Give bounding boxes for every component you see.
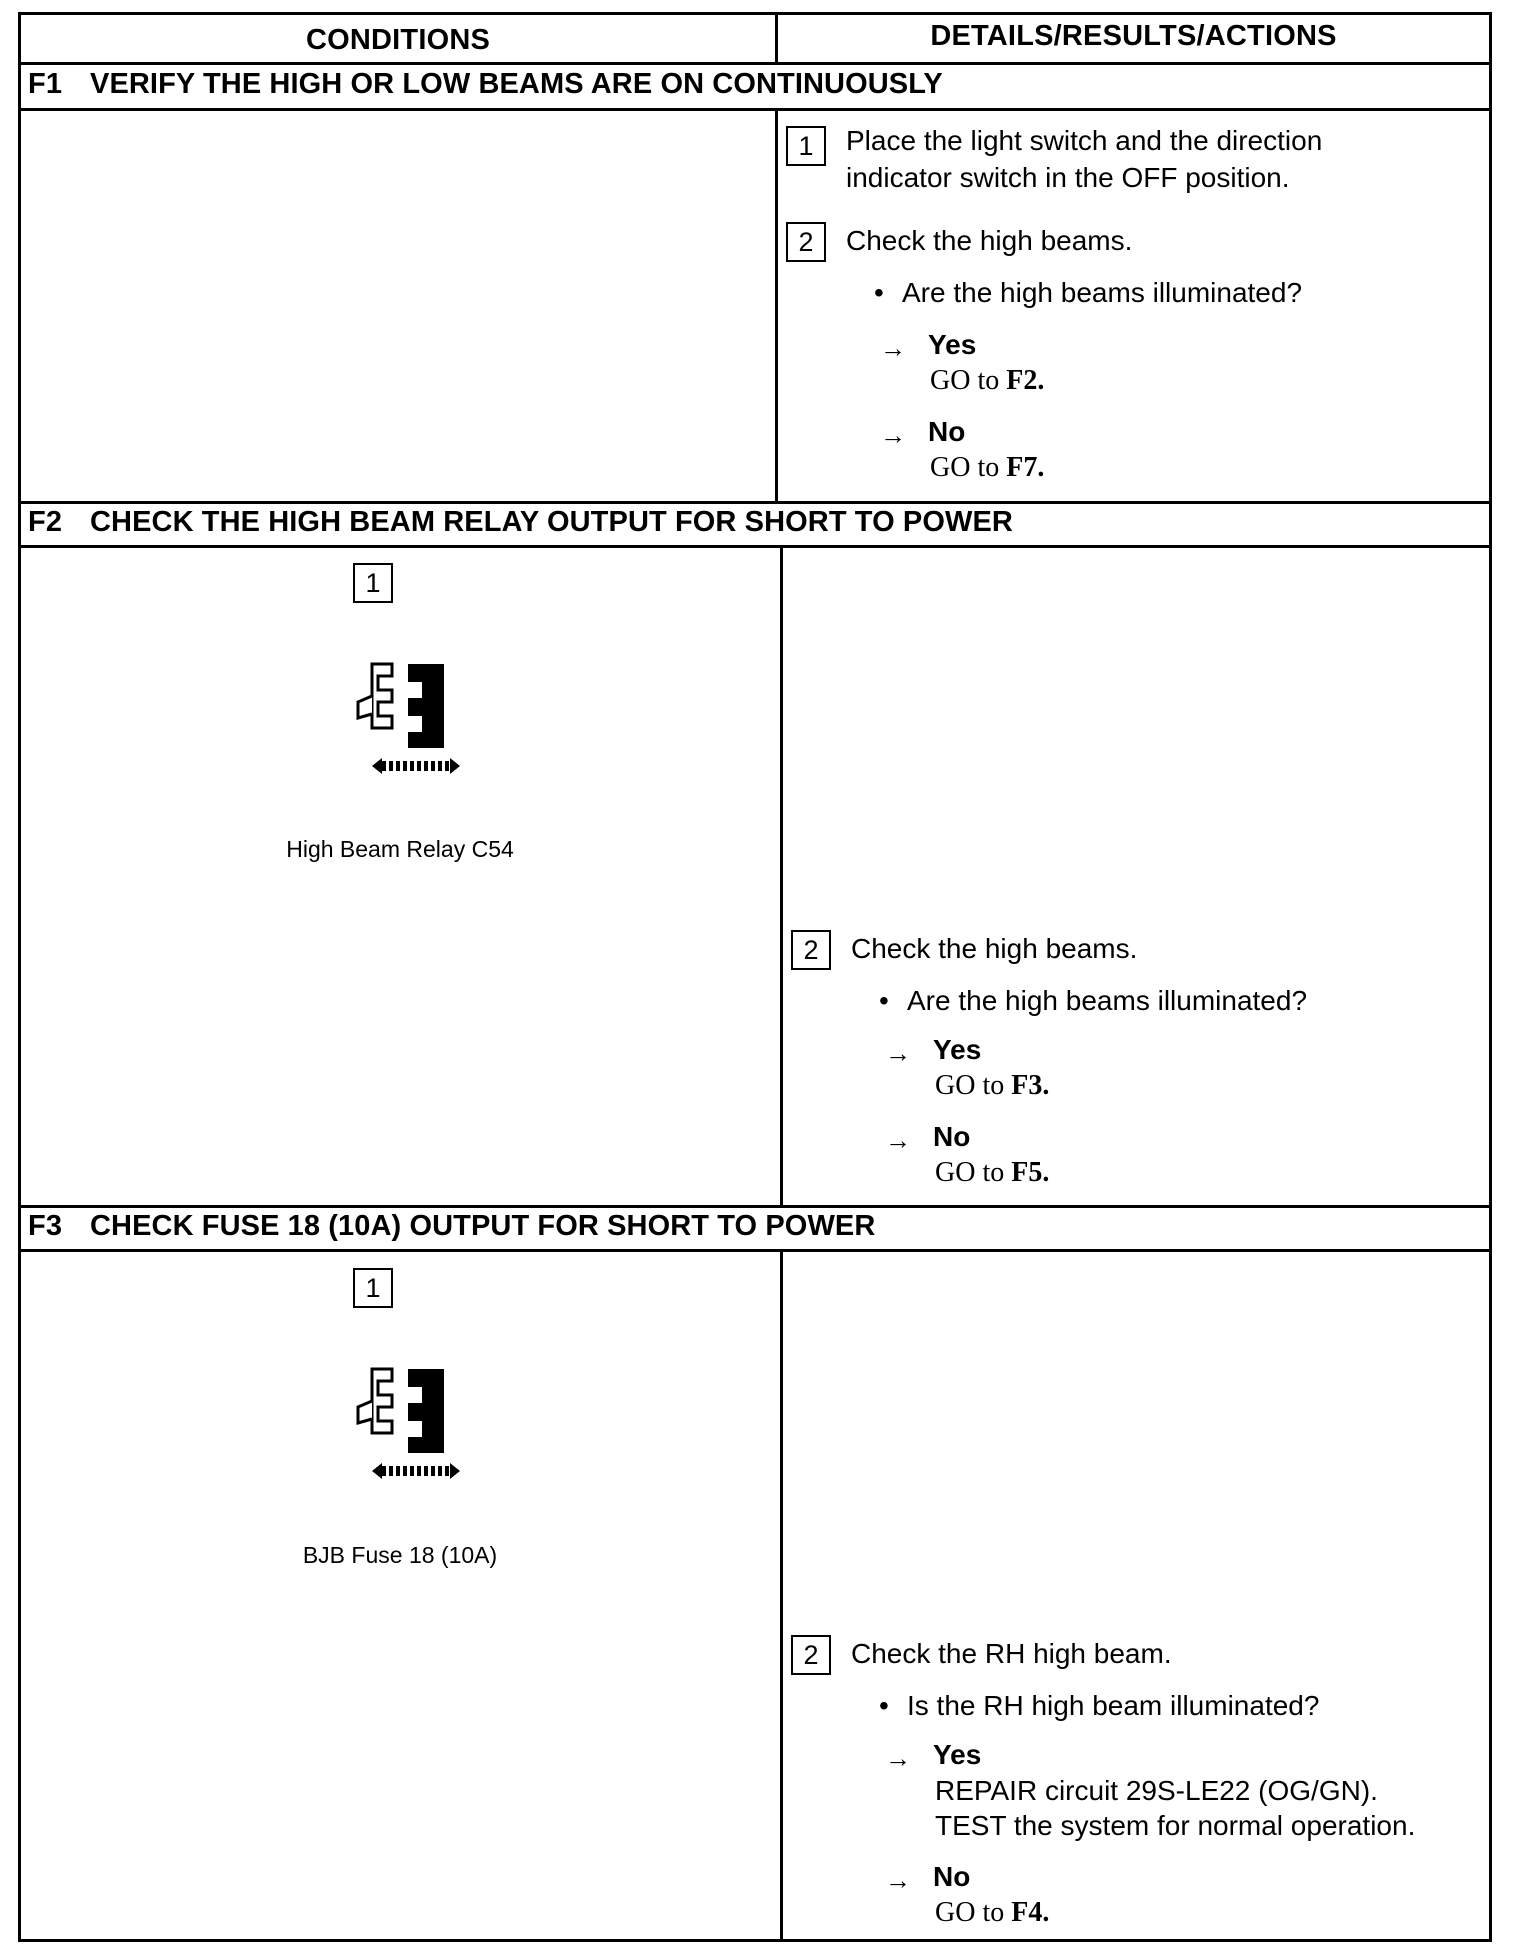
arrow-right-icon: →: [880, 333, 906, 363]
question-text: Are the high beams illuminated?: [907, 985, 1308, 1016]
go-to-target: F2.: [1006, 365, 1045, 396]
question-text: Are the high beams illuminated?: [902, 277, 1303, 308]
arrow-right-icon: →: [880, 420, 906, 450]
go-to-target: F4.: [1011, 1897, 1050, 1928]
arrow-right-icon: →: [885, 1865, 911, 1895]
result-go-to: [930, 451, 1044, 485]
section-title-text: VERIFY THE HIGH OR LOW BEAMS ARE ON CONTINUOUSLY: [90, 68, 943, 100]
question-item: [874, 274, 1302, 311]
section-title-f2: [28, 506, 1013, 539]
connector-disconnect-icon: [328, 1357, 468, 1497]
rule-below-f2-title: [18, 545, 1492, 548]
action-line: TEST the system for normal operation.: [935, 1810, 1416, 1841]
question-item: [879, 982, 1307, 1019]
go-to-text: GO to: [935, 1157, 1005, 1188]
arrow-right-icon: →: [885, 1743, 911, 1773]
step-caption: BJB Fuse 18 (10A): [302, 1542, 498, 1568]
section-title-f3: [28, 1210, 875, 1243]
go-to-text: GO to: [930, 452, 1000, 483]
result-go-to: [935, 1156, 1049, 1190]
section-id-f3: F3: [28, 1210, 63, 1242]
step-caption: High Beam Relay C54: [286, 836, 514, 862]
go-to-text: GO to: [935, 1070, 1005, 1101]
question-item: [879, 1687, 1319, 1724]
result-go-to: [930, 364, 1044, 398]
table-border-right: [1489, 12, 1492, 1942]
table-border-top: [18, 12, 1492, 15]
arrow-right-icon: →: [885, 1125, 911, 1155]
answer-yes: Yes: [928, 329, 977, 360]
rule-above-f3: [18, 1205, 1492, 1208]
step-number-box: 2: [791, 930, 831, 970]
column-header-conditions: CONDITIONS: [305, 24, 491, 56]
section-title-f1: [28, 68, 943, 101]
go-to-target: F7.: [1006, 452, 1045, 483]
divider-f3: [780, 1250, 783, 1940]
answer-no: No: [933, 1121, 971, 1152]
answer-no: No: [928, 416, 966, 447]
result-go-to: [935, 1069, 1049, 1103]
diagnostic-table: [18, 12, 1492, 1942]
step-text: [846, 122, 1322, 196]
divider-f2: [780, 546, 783, 1206]
rule-below-header: [18, 62, 1492, 65]
result-go-to: [935, 1896, 1049, 1930]
action-line: REPAIR circuit 29S-LE22 (OG/GN).: [935, 1775, 1378, 1806]
connector-disconnect-icon: [328, 652, 468, 792]
table-border-bottom: [18, 1939, 1492, 1942]
bullet-icon: •: [874, 277, 884, 308]
answer-no: No: [933, 1861, 971, 1892]
rule-below-f1-title: [18, 108, 1492, 111]
step-text: Check the high beams.: [846, 225, 1133, 256]
go-to-text: GO to: [930, 365, 1000, 396]
bullet-icon: •: [879, 985, 889, 1016]
rule-above-f2: [18, 501, 1492, 504]
column-header-details: DETAILS/RESULTS/ACTIONS: [930, 20, 1337, 52]
step-number-box: 1: [353, 563, 393, 603]
step-text: Check the RH high beam.: [851, 1638, 1172, 1669]
divider-f1: [775, 109, 778, 502]
question-text: Is the RH high beam illuminated?: [907, 1690, 1320, 1721]
result-action: [935, 1773, 1415, 1843]
step-text: Check the high beams.: [851, 933, 1138, 964]
step-number-box: 1: [786, 126, 826, 166]
go-to-target: F3.: [1011, 1070, 1050, 1101]
bullet-icon: •: [879, 1690, 889, 1721]
arrow-right-icon: →: [885, 1038, 911, 1068]
go-to-target: F5.: [1011, 1157, 1050, 1188]
section-title-text: CHECK THE HIGH BEAM RELAY OUTPUT FOR SHORT TO POWER: [90, 506, 1013, 538]
table-border-left: [18, 12, 21, 1942]
go-to-text: GO to: [935, 1897, 1005, 1928]
step-text-line: Place the light switch and the direction: [846, 125, 1323, 156]
step-text-line: indicator switch in the OFF position.: [846, 162, 1290, 193]
answer-yes: Yes: [933, 1034, 982, 1065]
step-number-box: 2: [791, 1635, 831, 1675]
section-id-f1: F1: [28, 68, 63, 100]
section-title-text: CHECK FUSE 18 (10A) OUTPUT FOR SHORT TO POWER: [90, 1210, 876, 1242]
rule-below-f3-title: [18, 1249, 1492, 1252]
step-number-box: 2: [786, 222, 826, 262]
answer-yes: Yes: [933, 1739, 982, 1770]
section-id-f2: F2: [28, 506, 63, 538]
step-number-box: 1: [353, 1268, 393, 1308]
